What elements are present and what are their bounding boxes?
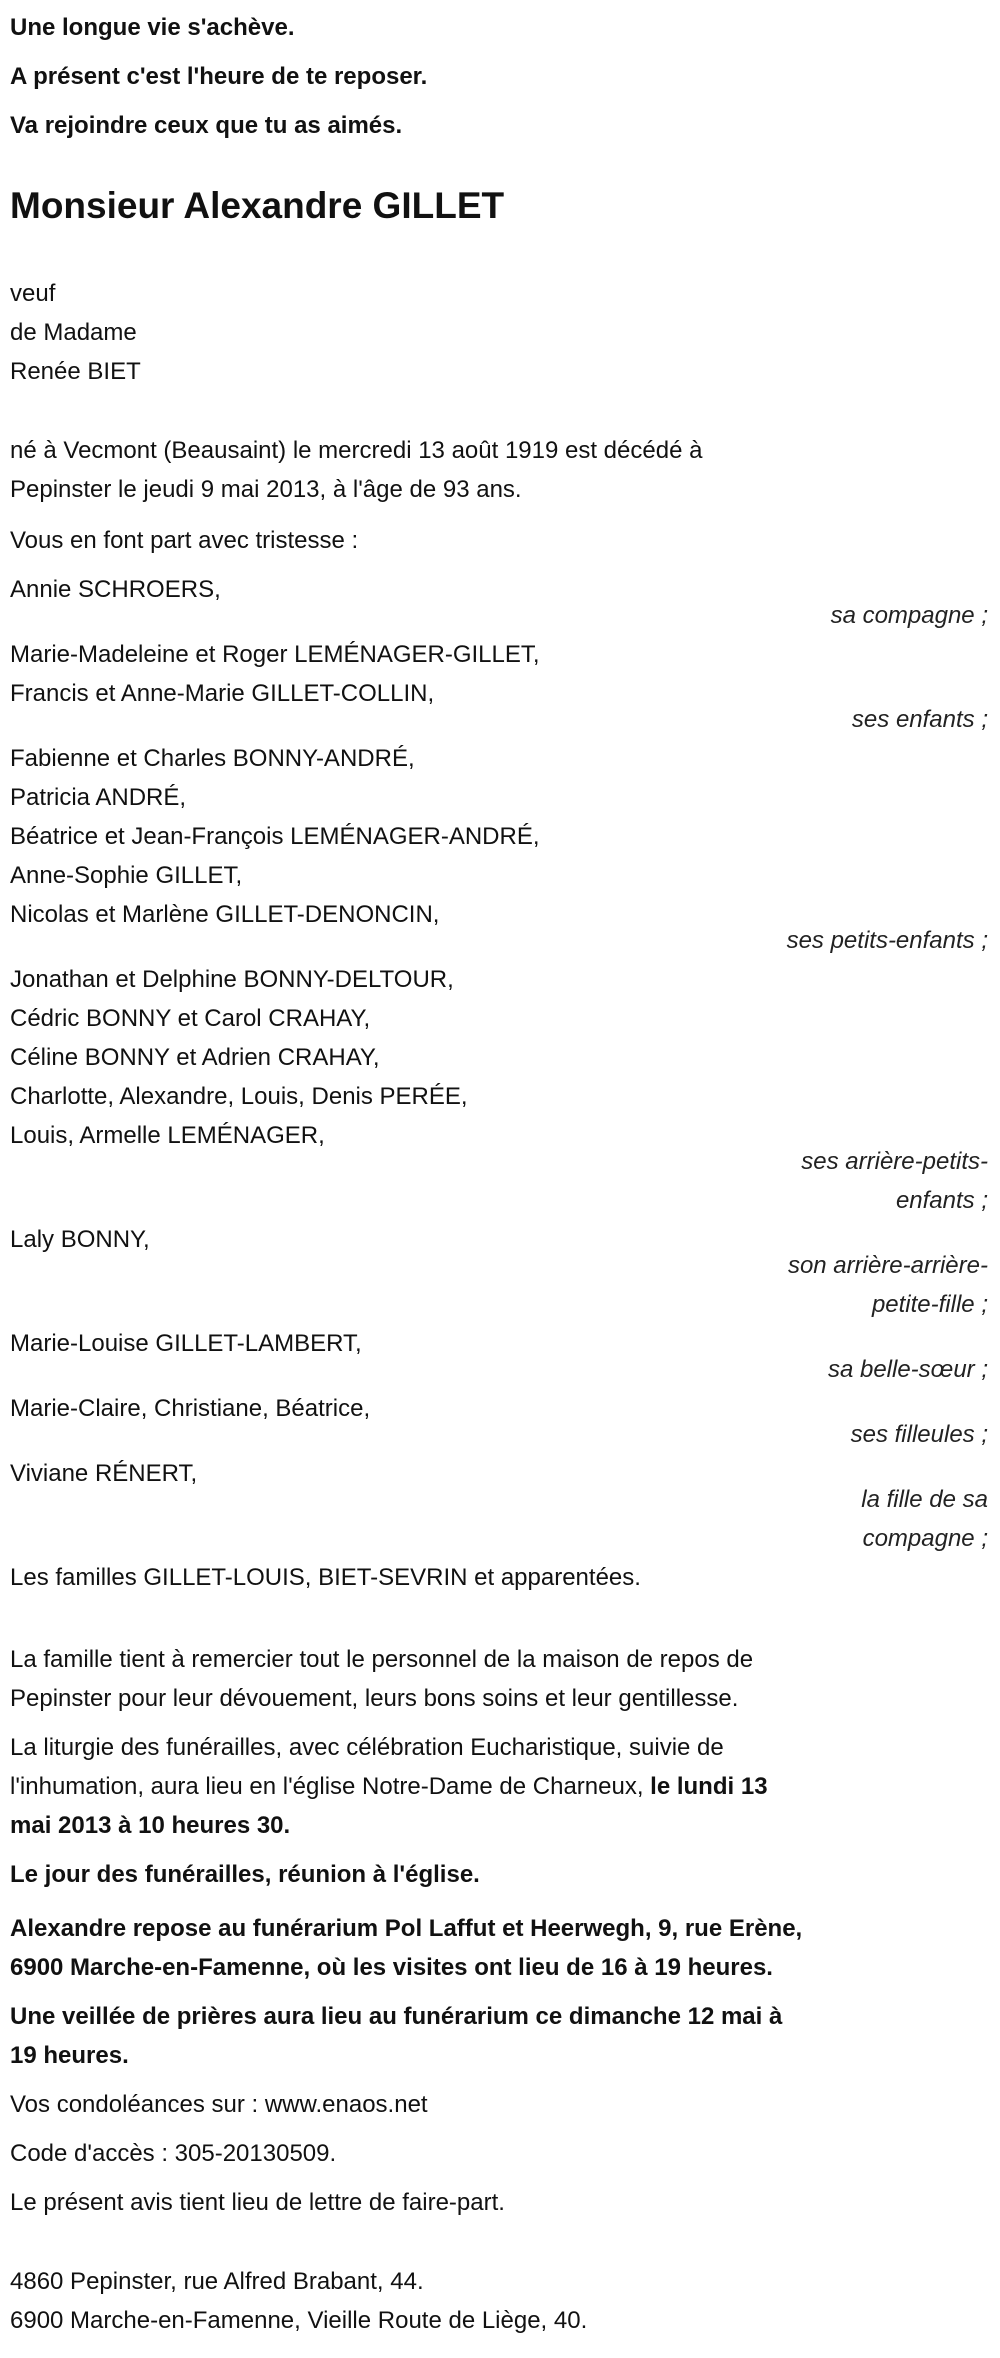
relationship-label xyxy=(10,1246,988,1324)
relationship-line: enfants ; xyxy=(895,1187,988,1214)
epigraph-line: Va rejoindre ceux que tu as aimés. xyxy=(10,112,403,139)
notice-text: Le présent avis tient lieu de lettre de faire-part. xyxy=(10,2189,505,2216)
family-member-name: Marie-Claire, Christiane, Béatrice, xyxy=(10,1395,371,1422)
relationship-line: sa belle-sœur ; xyxy=(827,1356,988,1383)
relationship-line: compagne ; xyxy=(862,1525,988,1552)
vigil-line: Une veillée de prières aura lieu au funérarium ce dimanche 12 mai à xyxy=(10,2003,783,2030)
family-group xyxy=(10,739,988,960)
family-group xyxy=(10,1454,988,1558)
family-member-name: Nicolas et Marlène GILLET-DENONCIN, xyxy=(10,901,440,928)
vigil-info xyxy=(10,1997,988,2075)
relationship-line: ses arrière-petits- xyxy=(801,1148,988,1175)
family-group xyxy=(10,1324,988,1389)
relationship-line: petite-fille ; xyxy=(871,1291,988,1318)
family-list xyxy=(10,570,988,1558)
family-member-name: Viviane RÉNERT, xyxy=(10,1460,198,1487)
family-group xyxy=(10,1220,988,1324)
liturgy-line: La liturgie des funérailles, avec célébration Eucharistique, suivie de xyxy=(10,1734,724,1761)
family-member-name: Cédric BONNY et Carol CRAHAY, xyxy=(10,1005,371,1032)
relationship-line: ses filleules ; xyxy=(850,1421,988,1448)
addresses xyxy=(10,2262,988,2340)
funeral-home-line: Alexandre repose au funérarium Pol Laffut et Heerwegh, 9, rue Erène, xyxy=(10,1915,803,1942)
access-code: Code d'accès : 305-20130509. xyxy=(10,2140,337,2167)
family-member-name: Francis et Anne-Marie GILLET-COLLIN, xyxy=(10,680,435,707)
family-group xyxy=(10,570,988,635)
family-member-name: Patricia ANDRÉ, xyxy=(10,784,187,811)
thanks-line: Pepinster pour leur dévouement, leurs bons soins et leur gentillesse. xyxy=(10,1685,739,1712)
funeral-home-line: 6900 Marche-en-Famenne, où les visites ont lieu de 16 à 19 heures. xyxy=(10,1954,773,1981)
family-member-name: Fabienne et Charles BONNY-ANDRÉ, xyxy=(10,745,415,772)
birth-death-info xyxy=(10,431,988,509)
spouse-line: de Madame xyxy=(10,319,137,346)
spouse-line: veuf xyxy=(10,280,56,307)
meeting-info: Le jour des funérailles, réunion à l'église. xyxy=(10,1861,480,1888)
vigil-line: 19 heures. xyxy=(10,2042,129,2069)
epigraph-line: A présent c'est l'heure de te reposer. xyxy=(10,63,428,90)
relationship-line: la fille de sa xyxy=(861,1486,988,1513)
family-member-name: Charlotte, Alexandre, Louis, Denis PERÉE, xyxy=(10,1083,468,1110)
relationship-line: ses enfants ; xyxy=(851,706,988,733)
family-member-name: Anne-Sophie GILLET, xyxy=(10,862,243,889)
family-group xyxy=(10,635,988,739)
extended-families: Les familles GILLET-LOUIS, BIET-SEVRIN et apparentées. xyxy=(10,1564,641,1591)
liturgy-paragraph xyxy=(10,1728,988,1845)
condolences-link[interactable]: Vos condoléances sur : www.enaos.net xyxy=(10,2091,428,2118)
family-member-name: Béatrice et Jean-François LEMÉNAGER-ANDRÉ, xyxy=(10,823,540,850)
family-member-name: Louis, Armelle LEMÉNAGER, xyxy=(10,1122,325,1149)
thanks-paragraph xyxy=(10,1640,988,1718)
liturgy-time: mai 2013 à 10 heures 30. xyxy=(10,1812,291,1839)
family-member-name: Jonathan et Delphine BONNY-DELTOUR, xyxy=(10,966,454,993)
relationship-line: son arrière-arrière- xyxy=(787,1252,988,1279)
relationship-line: ses petits-enfants ; xyxy=(786,927,988,954)
spouse-line: Renée BIET xyxy=(10,358,141,385)
funeral-home-info xyxy=(10,1909,988,1987)
family-group xyxy=(10,1389,988,1454)
address-line: 4860 Pepinster, rue Alfred Brabant, 44. xyxy=(10,2268,424,2295)
epigraph-line: Une longue vie s'achève. xyxy=(10,14,295,41)
birth-death-line: né à Vecmont (Beausaint) le mercredi 13 août 1919 est décédé à xyxy=(10,437,703,464)
family-member-name: Laly BONNY, xyxy=(10,1226,150,1253)
liturgy-line xyxy=(10,1767,988,1806)
liturgy-location: l'inhumation, aura lieu en l'église Notre-Dame de Charneux, xyxy=(10,1773,651,1800)
family-member-name: Céline BONNY et Adrien CRAHAY, xyxy=(10,1044,380,1071)
thanks-line: La famille tient à remercier tout le personnel de la maison de repos de xyxy=(10,1646,754,1673)
deceased-name-title: Monsieur Alexandre GILLET xyxy=(10,185,505,226)
birth-death-line: Pepinster le jeudi 9 mai 2013, à l'âge de 93 ans. xyxy=(10,476,522,503)
family-member-name: Marie-Louise GILLET-LAMBERT, xyxy=(10,1330,362,1357)
address-line: 6900 Marche-en-Famenne, Vieille Route de Liège, 40. xyxy=(10,2307,588,2334)
spouse-info xyxy=(10,274,988,391)
family-member-name: Marie-Madeleine et Roger LEMÉNAGER-GILLET, xyxy=(10,641,540,668)
liturgy-date: le lundi 13 xyxy=(650,1773,768,1800)
family-group xyxy=(10,960,988,1220)
relationship-line: sa compagne ; xyxy=(830,602,988,629)
announcement-intro: Vous en font part avec tristesse : xyxy=(10,527,359,554)
family-member-name: Annie SCHROERS, xyxy=(10,576,221,603)
